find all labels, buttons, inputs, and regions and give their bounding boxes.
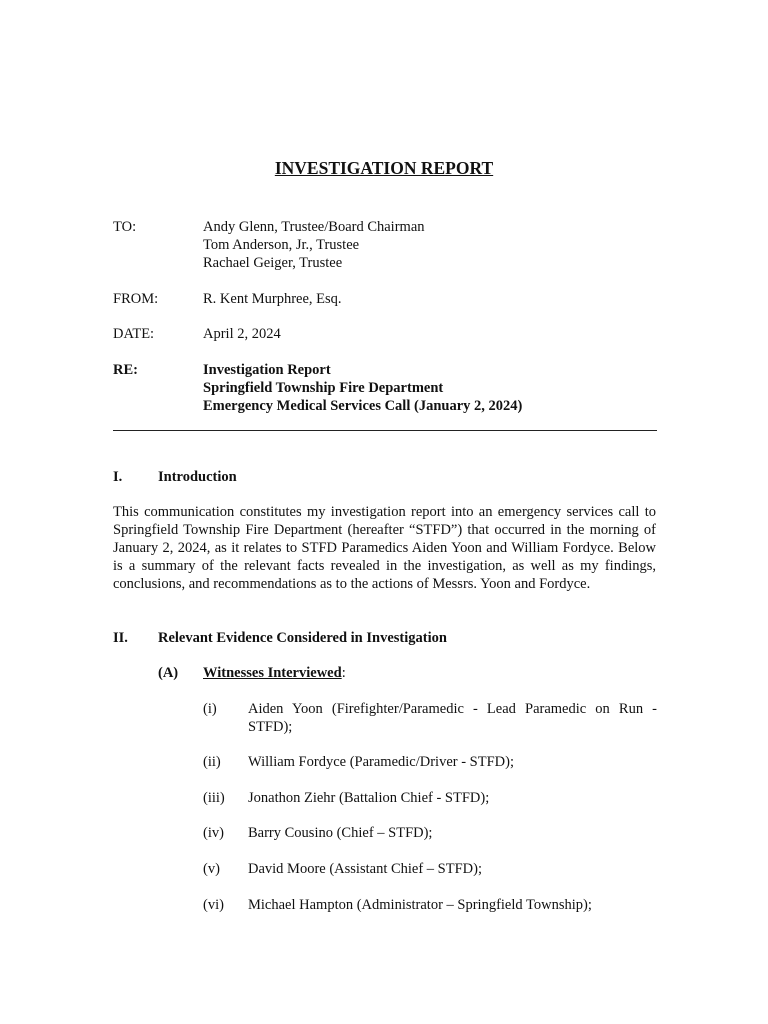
subsection-a-label-text: Witnesses Interviewed (203, 665, 342, 681)
recipient-line: Tom Anderson, Jr., Trustee (203, 237, 360, 253)
witness-text: William Fordyce (Paramedic/Driver - STFD); (248, 754, 514, 770)
witness-number: (ii) (203, 754, 221, 770)
subsection-a-label (203, 664, 346, 682)
re-line: Investigation Report (203, 362, 331, 378)
section-2-number: II. (113, 630, 128, 646)
memo-from-label: FROM: (113, 291, 159, 307)
document-title: INVESTIGATION REPORT (274, 158, 494, 178)
witness-text: David Moore (Assistant Chief – STFD); (248, 861, 482, 877)
section-2-title: Relevant Evidence Considered in Investigation (158, 630, 447, 646)
memo-to-label: TO: (113, 219, 137, 235)
witness-text: Michael Hampton (Administrator – Springfield Township); (248, 897, 592, 913)
memo-date-value: April 2, 2024 (203, 326, 281, 342)
witness-number: (iv) (203, 825, 224, 841)
witness-number: (vi) (203, 897, 224, 913)
re-line: Springfield Township Fire Department (203, 380, 444, 396)
re-line: Emergency Medical Services Call (January 2, 2024) (203, 398, 523, 414)
memo-date-label: DATE: (113, 326, 155, 342)
subsection-a-colon: : (341, 665, 346, 681)
witness-text: Aiden Yoon (Firefighter/Paramedic - Lead Paramedic on Run - STFD); (248, 701, 657, 735)
introduction-paragraph (113, 503, 656, 593)
memo-re-label: RE: (113, 362, 138, 378)
subsection-a-letter: (A) (158, 665, 179, 681)
introduction-text: This communication constitutes my investigation report into an emergency services call to Springfield Township Fire Department (hereafter “STFD”) that occurred in the morning of January 2, 2024, as it relates to STFD Paramedics Aiden Yoon and William Fordyce. Below is a summary of the relevant facts revealed in the investigation, as well as my findings, conclusions, and recommendations as to the actions of Messrs. Yoon and Fordyce. (113, 504, 656, 592)
witness-text: Barry Cousino (Chief – STFD); (248, 825, 433, 841)
memo-to-recipients (203, 218, 658, 272)
recipient-line: Andy Glenn, Trustee/Board Chairman (203, 219, 425, 235)
witness-number: (v) (203, 861, 220, 877)
memo-from-value: R. Kent Murphree, Esq. (203, 291, 342, 307)
recipient-line: Rachael Geiger, Trustee (203, 255, 343, 271)
header-divider (113, 430, 657, 431)
witness-number: (i) (203, 701, 217, 717)
witness-text: Jonathon Ziehr (Battalion Chief - STFD); (248, 790, 490, 806)
memo-re-subject (203, 361, 658, 415)
section-1-number: I. (113, 469, 123, 485)
witness-number: (iii) (203, 790, 225, 806)
subsection-a-heading (158, 664, 346, 682)
section-1-title: Introduction (158, 469, 237, 485)
